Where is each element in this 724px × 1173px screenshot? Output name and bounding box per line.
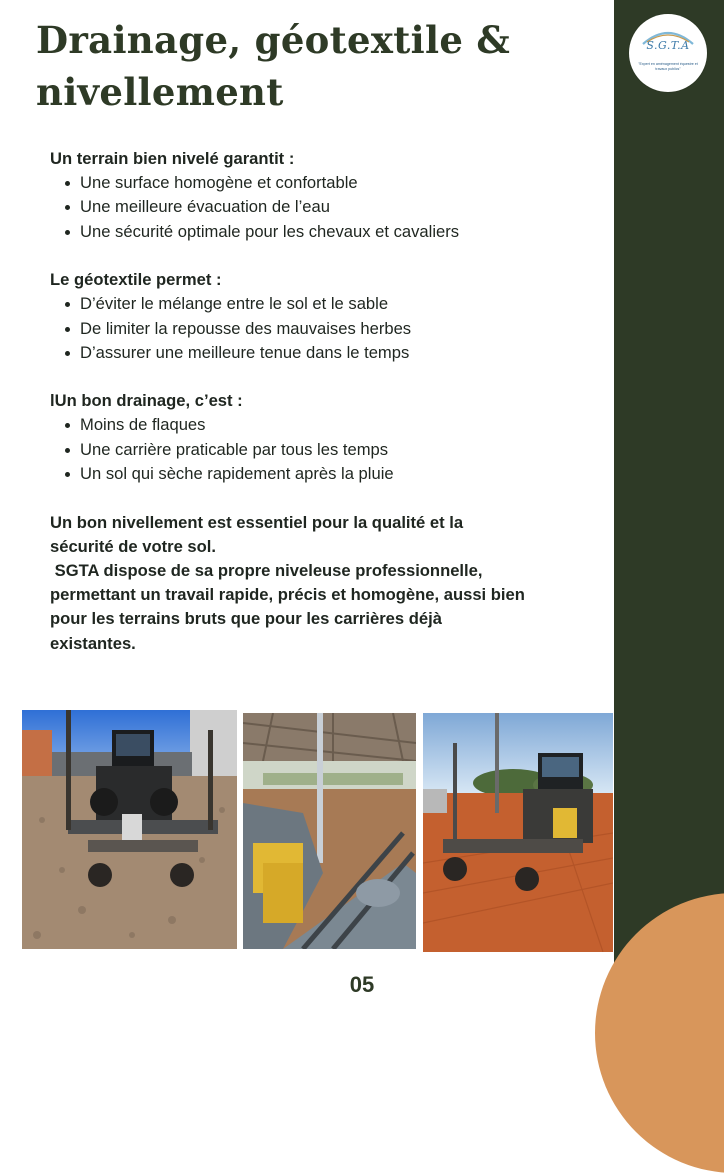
- list-item: Un sol qui sèche rapidement après la pluie: [62, 462, 530, 486]
- logo-swoosh-icon: [629, 14, 707, 92]
- section-geotextile: [50, 268, 530, 365]
- section-heading: Le géotextile permet :: [50, 270, 222, 290]
- sidebar-band: [614, 0, 724, 1024]
- section-nivellement: [50, 147, 530, 244]
- section-drainage: [50, 389, 530, 486]
- list-item: D’assurer une meilleure tenue dans le temps: [62, 341, 530, 365]
- list-item: Moins de flaques: [62, 413, 530, 437]
- list-item: Une surface homogène et confortable: [62, 171, 530, 195]
- page-title: Drainage, géotextile & nivellement: [36, 18, 511, 114]
- main-content: [50, 147, 530, 656]
- list-item: Une sécurité optimale pour les chevaux et cavaliers: [62, 220, 530, 244]
- section-heading: lUn bon drainage, c’est :: [50, 391, 243, 411]
- logo-name: S.G.T.A: [646, 39, 690, 52]
- list-item: Une carrière praticable par tous les temps: [62, 438, 530, 462]
- company-logo: [629, 14, 707, 92]
- logo-tagline: "Expert en aménagement équestre et travaux publics": [638, 62, 698, 71]
- list-item: De limiter la repousse des mauvaises herbes: [62, 317, 530, 341]
- page-number: 05: [349, 972, 375, 997]
- bullet-list: [50, 413, 530, 486]
- bullet-list: [50, 292, 530, 365]
- photo-grader-red-sand: [423, 713, 613, 952]
- photo-grader-gravel: [22, 710, 237, 949]
- section-heading: Un terrain bien nivelé garantit :: [50, 149, 295, 168]
- list-item: D’éviter le mélange entre le sol et le sable: [62, 292, 530, 316]
- bullet-list: [50, 171, 530, 244]
- summary-paragraph: Un bon nivellement est essentiel pour la qualité et la sécurité de votre sol. SGTA dispose de sa propre niveleuse professionnelle, permettant un travail rapide, précis et homogène, aussi bien pour les terrains bruts que pour les carrières déjà existantes.: [50, 512, 525, 653]
- photo-loader-shelter: [243, 713, 416, 949]
- list-item: Une meilleure évacuation de l’eau: [62, 195, 530, 219]
